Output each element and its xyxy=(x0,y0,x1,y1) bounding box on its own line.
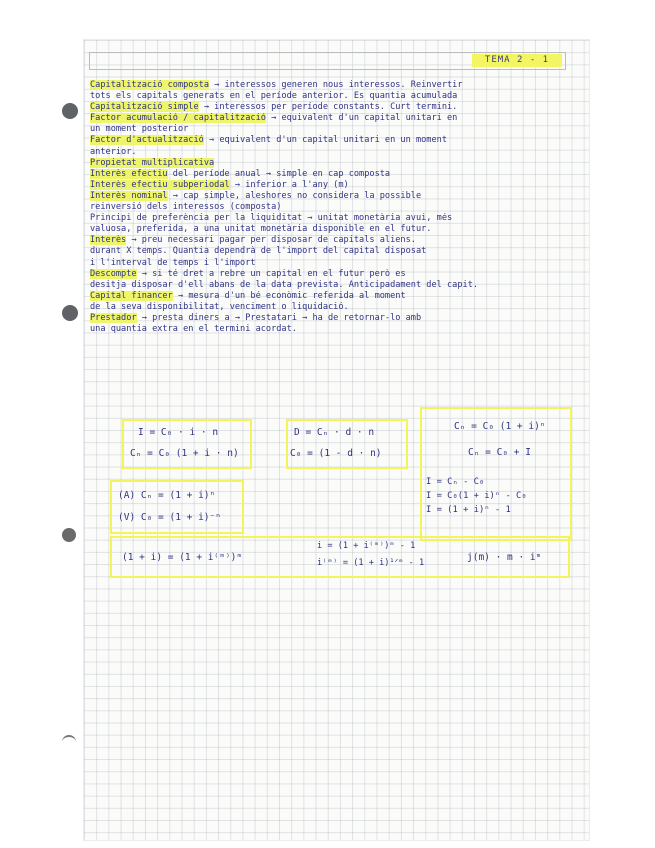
note-term: Prestador xyxy=(90,312,137,323)
note-text: i l'interval de temps i l'import xyxy=(90,257,256,268)
note-text: → mesura d'un bé econòmic referida al moment xyxy=(172,290,406,301)
note-term: Interès xyxy=(90,235,127,246)
formula-simple-interest: I = C₀ · i · n xyxy=(138,427,219,438)
note-line xyxy=(90,147,575,158)
note-text: → cap simple, aleshores no considera la possible xyxy=(167,190,422,201)
formula-equivalence: (1 + i) = (1 + i⁽ᵐ⁾)ᵐ xyxy=(122,552,243,563)
note-text: tots els capitals generats en el període anterior. És quantia acumulada xyxy=(90,91,458,102)
note-line xyxy=(90,124,575,135)
binder-hole-icon xyxy=(62,103,78,119)
note-term: Interès nominal xyxy=(90,190,168,201)
formula-compound-final: Cₙ = C₀ (1 + i)ⁿ xyxy=(454,421,546,432)
note-text: del període anual → simple en cap composta xyxy=(167,168,391,179)
note-text: → presta diners a → Prestatari → ha de retornar-lo amb xyxy=(136,312,422,323)
note-line xyxy=(90,158,575,169)
note-line xyxy=(90,313,575,324)
note-line xyxy=(90,224,575,235)
binder-hole-icon xyxy=(62,528,76,542)
formula-simple-final: Cₙ = C₀ (1 + i · n) xyxy=(130,448,239,459)
note-text: → preu necessari pagar per disposar de capitals aliens. xyxy=(126,235,416,246)
note-term: Capitalització composta xyxy=(90,80,209,90)
formula-interest-expand: I = C₀(1 + i)ⁿ - C₀ xyxy=(426,491,527,501)
note-line xyxy=(90,324,575,335)
note-term: Propietat multiplicativa xyxy=(90,157,215,168)
simple-interest-formula-box xyxy=(122,419,252,469)
formula-accumulation: (A) Cₙ = (1 + i)ⁿ xyxy=(118,490,216,501)
note-text: → inferior a l'any (m) xyxy=(229,179,349,190)
note-line xyxy=(90,169,575,180)
note-line xyxy=(90,291,575,302)
note-line xyxy=(90,269,575,280)
note-line xyxy=(90,280,575,291)
note-line xyxy=(90,102,575,113)
note-text: anterior. xyxy=(90,146,137,157)
topic-label: TEMA 2 - 1 xyxy=(472,54,562,67)
note-term: Descompte xyxy=(90,268,137,279)
note-line xyxy=(90,135,575,146)
note-line xyxy=(90,302,575,313)
formula-interest-diff: I = Cₙ - C₀ xyxy=(426,477,485,487)
note-text: de la seva disponibilitat, venciment o liquidació. xyxy=(90,301,349,312)
formula-nominal: j(m) · m · iᵐ xyxy=(467,552,542,563)
note-text: valuosa, preferida, a una unitat monetària disponible en el futur. xyxy=(90,224,432,235)
notes-body xyxy=(90,80,575,335)
note-text: desitja disposar d'ell abans de la data prevista. Anticipadament del capit. xyxy=(90,279,479,290)
formula-sub-from-effective: i⁽ᵐ⁾ = (1 + i)¹ᐟᵐ - 1 xyxy=(317,558,425,568)
note-line xyxy=(90,113,575,124)
note-text: → interessos per període constants. Curt termini. xyxy=(198,102,458,113)
note-text: reinversió dels interessos (composta) xyxy=(90,202,282,213)
note-term: Interès efectiu xyxy=(90,168,168,179)
compound-interest-formula-box xyxy=(420,407,572,541)
note-line xyxy=(90,180,575,191)
formula-actualization: (V) C₀ = (1 + i)⁻ⁿ xyxy=(118,512,221,523)
note-term: Factor acumulació / capitalització xyxy=(90,113,266,124)
note-line xyxy=(90,191,575,202)
formula-discount: D = Cₙ · d · n xyxy=(294,427,375,438)
note-text: una quantia extra en el termini acordat. xyxy=(90,324,297,335)
binder-hole-icon xyxy=(62,305,78,321)
note-line xyxy=(90,258,575,269)
formula-discount-present: C₀ = (1 - d · n) xyxy=(290,448,382,459)
formula-effective-from-sub: i = (1 + i⁽ᵐ⁾)ᵐ - 1 xyxy=(317,541,416,551)
note-line xyxy=(90,246,575,257)
note-text: un moment posterior xyxy=(90,124,189,135)
note-line xyxy=(90,91,575,102)
note-line xyxy=(90,202,575,213)
note-text: Principi de preferència per la liquiditat → unitat monetària avui, més xyxy=(90,213,453,224)
note-text: durant X temps. Quantia dependrà de l'import del capital disposat xyxy=(90,246,427,257)
note-term: Capital financer xyxy=(90,290,173,301)
note-text: → equivalent d'un capital unitari en un moment xyxy=(203,135,448,146)
note-text: → equivalent d'un capital unitari en xyxy=(265,113,458,124)
factor-formula-box xyxy=(110,480,244,534)
note-line xyxy=(90,213,575,224)
note-term: Interès efectiu subperiodal xyxy=(90,179,230,190)
note-term: Capitalització simple xyxy=(90,102,199,113)
note-text: → interessos generen nous interessos. Reinvertir xyxy=(209,80,463,90)
equivalence-formula-box xyxy=(110,536,570,578)
formula-compound-sum: Cₙ = C₀ + I xyxy=(468,447,531,458)
discount-formula-box xyxy=(286,419,408,469)
note-line xyxy=(90,80,575,91)
note-text: → si té dret a rebre un capital en el futur però es xyxy=(136,268,406,279)
note-term: Factor d'actualització xyxy=(90,135,204,146)
binder-hole-icon xyxy=(62,735,76,745)
formula-interest-factor: I = (1 + i)ⁿ - 1 xyxy=(426,505,511,515)
note-line xyxy=(90,235,575,246)
